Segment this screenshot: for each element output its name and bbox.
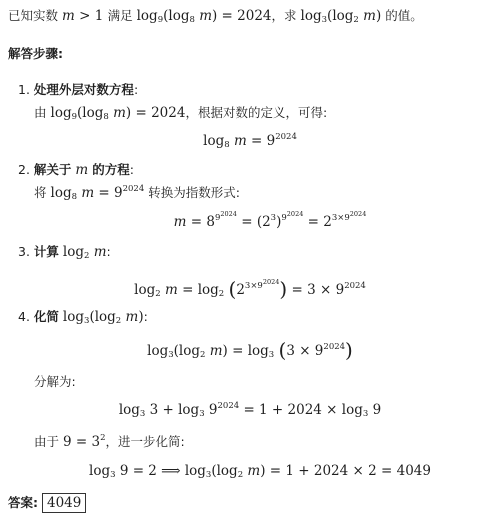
step-4-note-2: 由于 $9 = 3^2$，进一步化简: <box>34 433 185 450</box>
step-4-title: 4. 化简 $\log_3(\log_2$ m): <box>18 309 148 326</box>
step-2-intro: 将 $\log_8 m = 9^{2024}$ 转换为指数形式: <box>34 184 240 202</box>
answer-box: 4049 <box>42 493 86 513</box>
step-3-title: 3. 计算 $\log_2 m$: <box>18 244 111 261</box>
problem-statement: 已知实数 m > 1 满足 $\log_9(\log_8$ m) = 2024，求 $\log_3(\log_2$ m) 的值。 <box>8 8 423 25</box>
step-1-title: 1. 处理外层对数方程: <box>18 82 139 97</box>
step-4-final-equation: $\log_3 9 = 2$ ⟹ $\log_3(\log_2$ m) = 1 + 2024 × 2 = 4049 <box>89 463 431 480</box>
step-4-equation: $\log_3(\log_2$ $m) = \log_3 (3 \times 9^{2024})$ <box>147 338 353 362</box>
answer: 答案: 4049 <box>8 493 86 513</box>
step-4-expansion: $\log_3 3 + \log_3 9^{2024} = 1 + 2024 \times \log_3 9$ <box>118 401 382 419</box>
step-4-note-1: 分解为: <box>34 374 76 389</box>
step-2-title: 2. 解关于 m 的方程: <box>18 162 134 178</box>
step-1-equation: $\log_8 m = 9^{2024}$ <box>203 132 297 150</box>
step-1-intro: 由 $\log_9(\log_8$ m) = 2024，根据对数的定义，可得: <box>34 105 328 122</box>
step-2-equation: $m = 8^{9^{2024}} = (2^3)^{9^{2024}} = 2^{3\times 9^{2024}}$ <box>173 210 367 230</box>
solution-heading: 解答步骤: <box>8 46 63 61</box>
step-3-equation: $\log_2 m = \log_2 (2^{3\times 9^{2024}}) = 3 \times 9^{2024}$ <box>134 277 366 301</box>
